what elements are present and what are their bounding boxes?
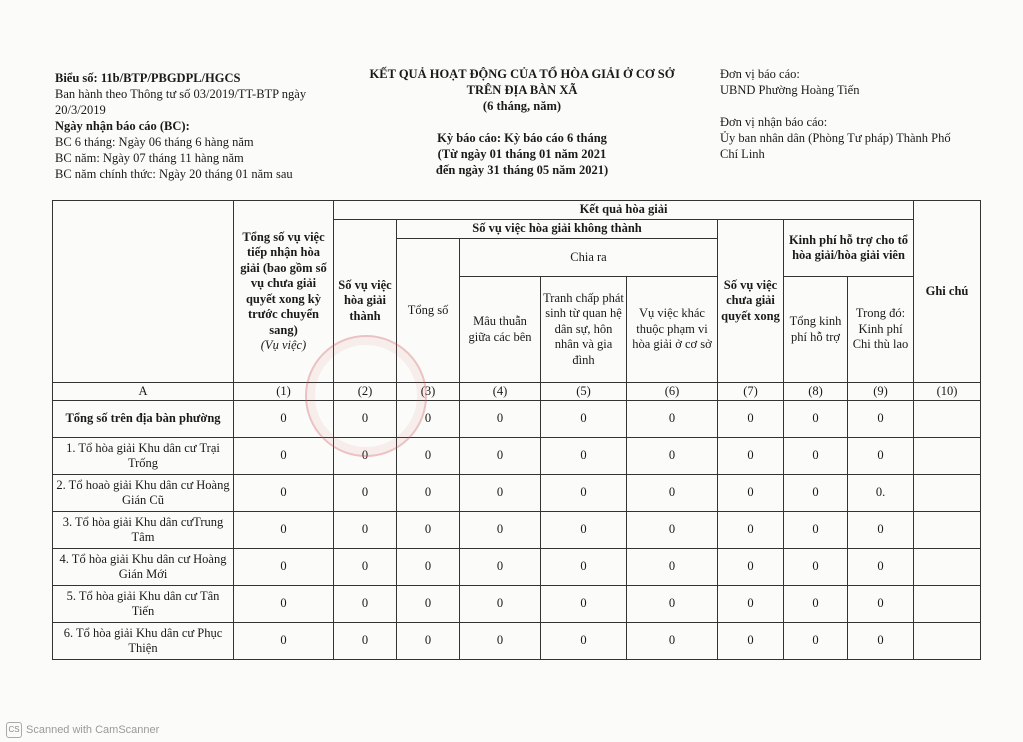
table-cell: 0 (397, 549, 460, 586)
index-cell: (7) (718, 383, 784, 401)
form-number: Biểu số: 11b/BTP/PBGDPL/HGCS (55, 71, 241, 85)
table-cell: 0 (460, 623, 541, 660)
header-funding-total: Tổng kinh phí hỗ trợ (784, 277, 848, 383)
header-funding-remuneration: Trong đó: Kinh phí Chi thù lao (848, 277, 914, 383)
reporter-name: UBND Phường Hoàng Tiến (720, 83, 860, 97)
index-row (53, 383, 981, 401)
table-cell: 0 (397, 475, 460, 512)
reporter-label: Đơn vị báo cáo: (720, 67, 800, 81)
table-cell: 0 (784, 623, 848, 660)
header-unresolved: Số vụ việc chưa giải quyết xong (718, 220, 784, 383)
table-cell: 0 (848, 623, 914, 660)
table-cell: 0 (234, 623, 334, 660)
bc-year: BC năm: Ngày 07 tháng 11 hàng năm (55, 151, 244, 165)
table-cell: 0 (460, 401, 541, 438)
table-cell: 0 (397, 438, 460, 475)
header-group-failed: Số vụ việc hòa giải không thành (397, 220, 718, 239)
table-cell: 0 (848, 586, 914, 623)
table-cell: 0 (784, 475, 848, 512)
table-cell: 0 (460, 512, 541, 549)
table-cell: 0 (541, 401, 627, 438)
receiver-line2: Chí Linh (720, 147, 765, 161)
table-cell (914, 512, 981, 549)
receiver-label: Đơn vị nhận báo cáo: (720, 115, 828, 129)
index-cell: (3) (397, 383, 460, 401)
footer (6, 722, 159, 738)
index-cell: A (53, 383, 234, 401)
table-row (53, 475, 981, 512)
table-cell: 0 (627, 623, 718, 660)
index-cell: (1) (234, 383, 334, 401)
table-cell: 0 (334, 438, 397, 475)
table-row (53, 549, 981, 586)
receive-date-title: Ngày nhận báo cáo (BC): (55, 119, 190, 133)
table-cell (914, 549, 981, 586)
header-group-result: Kết quả hòa giải (334, 201, 914, 220)
header-conflict: Mâu thuẫn giữa các bên (460, 277, 541, 383)
report-to: đến ngày 31 tháng 05 năm 2021) (435, 163, 609, 177)
header-right (720, 66, 990, 162)
table-row (53, 512, 981, 549)
row-label: 6. Tổ hòa giải Khu dân cư Phục Thiện (53, 623, 234, 660)
official-stamp (305, 335, 427, 457)
index-cell: (8) (784, 383, 848, 401)
header-left (55, 70, 345, 182)
table-cell: 0 (718, 549, 784, 586)
table-cell: 0 (784, 401, 848, 438)
row-label: Tổng số trên địa bàn phường (53, 401, 234, 438)
table-cell: 0 (627, 438, 718, 475)
table-cell: 0 (718, 475, 784, 512)
table-cell: 0 (541, 438, 627, 475)
table-cell: 0 (234, 475, 334, 512)
row-label: 4. Tổ hòa giải Khu dân cư Hoàng Gián Mới (53, 549, 234, 586)
bc-official: BC năm chính thức: Ngày 20 tháng 01 năm sau (55, 167, 293, 181)
header-other: Vụ việc khác thuộc phạm vi hòa giải ở cơ sở (627, 277, 718, 383)
report-title-1: KẾT QUẢ HOẠT ĐỘNG CỦA TỔ HÒA GIẢI Ở CƠ SỞ (369, 67, 675, 81)
table-cell: 0 (784, 438, 848, 475)
table-cell (914, 623, 981, 660)
header-center (352, 66, 692, 178)
issued-by-line1: Ban hành theo Thông tư số 03/2019/TT-BTP ngày (55, 87, 307, 101)
table-cell: 0 (627, 401, 718, 438)
table-cell: 0 (334, 401, 397, 438)
footer-text: Scanned with CamScanner (26, 724, 160, 736)
camscanner-icon: CS (6, 722, 22, 738)
index-cell: (6) (627, 383, 718, 401)
table-cell: 0 (627, 512, 718, 549)
table-cell: 0 (460, 549, 541, 586)
row-label: 5. Tổ hòa giải Khu dân cư Tân Tiến (53, 586, 234, 623)
table-cell: 0 (718, 512, 784, 549)
bc-6-month: BC 6 tháng: Ngày 06 tháng 6 hàng năm (55, 135, 254, 149)
table-row (53, 586, 981, 623)
header-group-funding: Kinh phí hỗ trợ cho tổ hòa giải/hòa giải viên (784, 220, 914, 277)
table-cell: 0 (718, 586, 784, 623)
report-subtitle: (6 tháng, năm) (482, 99, 562, 113)
table-cell: 0 (334, 586, 397, 623)
report-table (52, 200, 981, 660)
table-cell: 0 (627, 586, 718, 623)
table-cell: 0 (234, 549, 334, 586)
row-label: 3. Tổ hòa giải Khu dân cưTrung Tâm (53, 512, 234, 549)
table-cell: 0 (460, 438, 541, 475)
table-cell: 0 (234, 401, 334, 438)
table-cell (914, 401, 981, 438)
table-row (53, 401, 981, 438)
index-cell: (9) (848, 383, 914, 401)
table-cell: 0 (397, 401, 460, 438)
table-cell (914, 586, 981, 623)
header-note: Ghi chú (914, 201, 981, 383)
table-cell: 0 (848, 512, 914, 549)
issued-by-line2: 20/3/2019 (55, 103, 106, 117)
table-cell: 0 (541, 549, 627, 586)
table-cell: 0. (848, 475, 914, 512)
header-total-received: Tổng số vụ việc tiếp nhận hòa giải (bao gồm số vụ chưa giải quyết xong kỳ trước chuyển sang) (Vụ việc) (234, 201, 334, 383)
table-cell (914, 475, 981, 512)
corner-cell (53, 201, 234, 383)
index-cell: (4) (460, 383, 541, 401)
table-cell: 0 (234, 586, 334, 623)
table-row (53, 438, 981, 475)
table-cell: 0 (541, 586, 627, 623)
header-failed-total: Tổng số (397, 239, 460, 383)
table-cell: 0 (627, 549, 718, 586)
table-cell: 0 (334, 623, 397, 660)
row-label: 2. Tổ hoaò giải Khu dân cư Hoàng Gián Cũ (53, 475, 234, 512)
header-breakdown: Chia ra (460, 239, 718, 277)
index-cell: (5) (541, 383, 627, 401)
table-cell: 0 (460, 586, 541, 623)
table-cell: 0 (784, 512, 848, 549)
table-cell: 0 (848, 401, 914, 438)
report-period: Kỳ báo cáo: Kỳ báo cáo 6 tháng (437, 131, 607, 145)
report-title-2: TRÊN ĐỊA BÀN XÃ (466, 83, 578, 97)
header-success: Số vụ việc hòa giải thành (334, 220, 397, 383)
table-cell: 0 (397, 623, 460, 660)
table-cell: 0 (397, 512, 460, 549)
table-body (53, 401, 981, 660)
table-cell: 0 (718, 401, 784, 438)
table-cell: 0 (541, 512, 627, 549)
row-label: 1. Tổ hòa giải Khu dân cư Trại Trống (53, 438, 234, 475)
table-cell: 0 (234, 438, 334, 475)
receiver-line1: Ủy ban nhân dân (Phòng Tư pháp) Thành Phố (720, 131, 951, 145)
table-cell (914, 438, 981, 475)
table-cell: 0 (397, 586, 460, 623)
table-cell: 0 (627, 475, 718, 512)
header-dispute: Tranh chấp phát sinh từ quan hệ dân sự, hôn nhân và gia đình (541, 277, 627, 383)
header-total-unit: (Vụ việc) (260, 338, 307, 352)
index-cell: (10) (914, 383, 981, 401)
table-cell: 0 (718, 623, 784, 660)
table-cell: 0 (848, 549, 914, 586)
table-cell: 0 (334, 549, 397, 586)
table-cell: 0 (234, 512, 334, 549)
table-cell: 0 (460, 475, 541, 512)
table-cell: 0 (784, 586, 848, 623)
table-cell: 0 (718, 438, 784, 475)
table-cell: 0 (334, 512, 397, 549)
report-from: (Từ ngày 01 tháng 01 năm 2021 (437, 147, 607, 161)
table-cell: 0 (848, 438, 914, 475)
table-cell: 0 (334, 475, 397, 512)
table-cell: 0 (541, 623, 627, 660)
table-cell: 0 (784, 549, 848, 586)
table-row (53, 623, 981, 660)
table-cell: 0 (541, 475, 627, 512)
index-cell: (2) (334, 383, 397, 401)
